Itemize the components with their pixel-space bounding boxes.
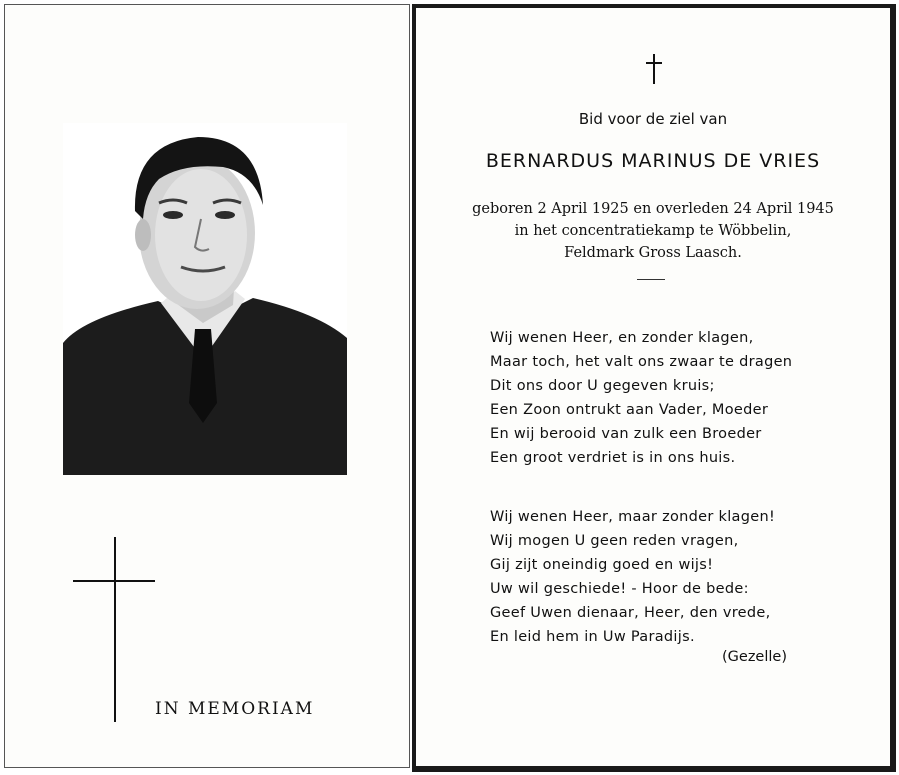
memorial-photo-panel <box>4 4 410 768</box>
poem-line: Gij zijt oneindig goed en wijs! <box>490 557 714 573</box>
poem-line: Uw wil geschiede! - Hoor de bede: <box>490 581 749 597</box>
cross-icon <box>71 537 161 722</box>
poem-line: En leid hem in Uw Paradijs. <box>490 629 695 645</box>
poem-stanza-2 <box>490 505 775 649</box>
poem-line: En wij berooid van zulk een Broeder <box>490 426 762 442</box>
poem-line: Een Zoon ontrukt aan Vader, Moeder <box>490 402 769 418</box>
cross-icon <box>645 54 663 84</box>
portrait-photo-image <box>63 123 347 475</box>
poem-line: Geef Uwen dienaar, Heer, den vrede, <box>490 605 771 621</box>
portrait-photo <box>63 123 347 475</box>
prayer-intro: Bid voor de ziel van <box>578 110 728 128</box>
divider <box>637 279 665 280</box>
poem-line: Een groot verdriet is in ons huis. <box>490 450 736 466</box>
details-line: Feldmark Gross Laasch. <box>564 245 742 261</box>
poem-attribution: (Gezelle) <box>722 649 787 665</box>
poem-line: Wij wenen Heer, maar zonder klagen! <box>490 509 776 525</box>
poem-stanza-1 <box>490 326 792 470</box>
poem-line: Wij mogen U geen reden vragen, <box>490 533 739 549</box>
details-line: geboren 2 April 1925 en overleden 24 April 1945 <box>472 201 834 217</box>
poem-line: Dit ons door U gegeven kruis; <box>490 378 715 394</box>
poem-line: Maar toch, het valt ons zwaar te dragen <box>490 354 793 370</box>
deceased-name: BERNARDUS MARINUS DE VRIES <box>485 150 821 172</box>
details-line: in het concentratiekamp te Wöbbelin, <box>514 223 792 239</box>
poem-line: Wij wenen Heer, en zonder klagen, <box>490 330 754 346</box>
memorial-text-panel <box>412 4 896 772</box>
birth-death-details <box>416 198 890 264</box>
in-memoriam-label: IN MEMORIAM <box>155 699 315 719</box>
